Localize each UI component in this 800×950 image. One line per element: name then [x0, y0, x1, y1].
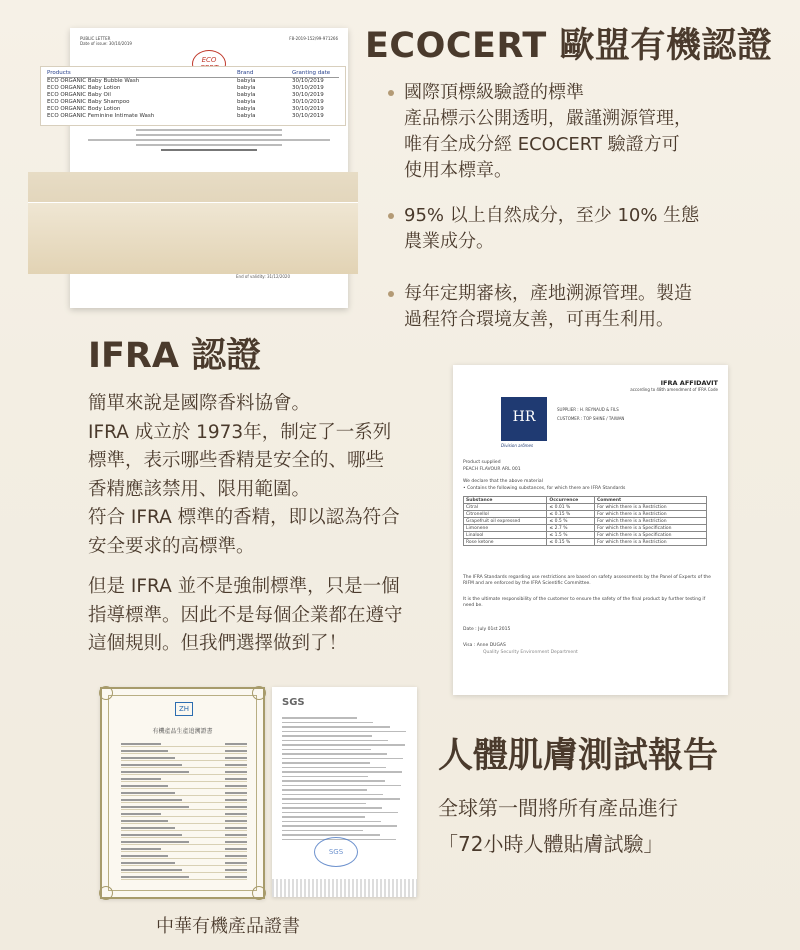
text-line: [282, 726, 390, 728]
header-products: Products: [47, 70, 71, 76]
table-cell: ≤ 0.15 %: [547, 511, 595, 518]
contains-text: • Contains the following substances, for which there are IFRA Standards: [463, 486, 626, 491]
text-line: [282, 789, 367, 791]
text-line: [121, 778, 161, 780]
ornament-corner: [99, 886, 113, 900]
ifra-affidavit-image: [453, 365, 728, 695]
bullet-dot: [388, 291, 394, 297]
sgs-test-report-image: [272, 687, 417, 897]
text-line: [121, 743, 161, 745]
supplier: SUPPLIER : H. REYNAUD & FILS: [557, 407, 619, 412]
product-name: PEACH FLAVOUR ARL 001: [463, 467, 521, 472]
table-cell: 30/10/2019: [292, 113, 324, 119]
table-row: [121, 810, 247, 817]
table-cell: Substance: [464, 497, 547, 504]
table-row: [121, 775, 247, 782]
table-cell: ECO ORGANIC Body Lotion: [47, 106, 121, 112]
text-line: [282, 816, 365, 818]
text-line: [136, 129, 281, 131]
text-line: [225, 778, 247, 780]
table-row: [121, 866, 247, 873]
table-row: [121, 859, 247, 866]
certificate-border: [108, 695, 257, 891]
affidavit-title: IFRA AFFIDAVIT: [660, 379, 718, 387]
certificate-caption: 中華有機產品證書: [156, 916, 300, 937]
table-cell: ECO ORGANIC Feminine Intimate Wash: [47, 113, 155, 119]
table-row: [464, 504, 707, 511]
header-date: Granting date: [292, 70, 331, 76]
table-cell: For which there is a Restriction: [595, 504, 707, 511]
visa: Visa : Anne DUGAS: [463, 643, 506, 648]
supplier-block: [557, 405, 624, 423]
text-line: [282, 785, 401, 787]
table-cell: babyla: [237, 78, 256, 84]
table-cell: Citronellol: [464, 511, 547, 518]
table-cell: 30/10/2019: [292, 99, 324, 105]
table-cell: Linalool: [464, 532, 547, 539]
text-line: [225, 827, 247, 829]
text-line: [225, 806, 247, 808]
table-header: [47, 70, 339, 78]
text-line: [121, 785, 168, 787]
table-row: [121, 782, 247, 789]
declare-text: We declare that the above material: [463, 479, 543, 484]
certificate-product-table: [40, 66, 346, 126]
header-brand: Brand: [237, 70, 254, 76]
substance-table: [463, 496, 707, 546]
skin-test-heading: 人體肌膚測試報告: [438, 736, 719, 776]
table-row: [121, 852, 247, 859]
product-supplied-label: Product supplied: [463, 460, 501, 465]
table-row: [47, 99, 339, 106]
bullet-line: 農業成分。: [404, 231, 494, 252]
table-row: [121, 803, 247, 810]
bullet-line: 產品標示公開透明，嚴謹溯源管理，: [404, 108, 692, 129]
paragraph-line: 安全要求的高標準。: [88, 535, 255, 557]
text-line: [282, 762, 370, 764]
table-cell: 30/10/2019: [292, 85, 324, 91]
certificate-ref: F8-2019-152/99-971266: [289, 36, 338, 41]
note-1: The IFRA Standards regarding use restrictions are based on safety assessments by the Panel of Experts of the RIFM and are enforced by the IFRA Scientific Committee.: [463, 575, 711, 586]
ornament-corner: [99, 686, 113, 700]
date: Date : July 01st 2015: [463, 627, 511, 632]
ecocert-logo: ECO: [192, 50, 226, 78]
table-cell: Limonene: [464, 525, 547, 532]
ifra-paragraph-1: [88, 390, 433, 561]
text-line: [225, 792, 247, 794]
bullet-line: 過程符合環境友善，可再生利用。: [404, 309, 674, 330]
text-line: [282, 821, 381, 823]
table-row: [121, 740, 247, 747]
table-row: [47, 92, 339, 99]
text-line: [121, 834, 182, 836]
paragraph-line: 這個規則。但我們選擇做到了！: [88, 633, 348, 654]
text-line: [88, 139, 330, 141]
text-line: [282, 807, 382, 809]
paragraph-line: IFRA 成立於 1973年，制定了一系列: [88, 421, 392, 443]
table-cell: 30/10/2019: [292, 78, 324, 84]
table-cell: For which there is a Specification: [595, 532, 707, 539]
paragraph-line: 但是 IFRA 並不是強制標準，只是一個: [88, 576, 400, 597]
certificate-meta: PUBLIC LETTER Date of issue: 30/10/2019: [80, 36, 132, 46]
table-row: [47, 85, 339, 92]
paragraph-line: 香精應該禁用、限用範圍。: [88, 478, 311, 500]
table-cell: ≤ 2.7 %: [547, 525, 595, 532]
ecocert-bullet-3: [404, 281, 774, 333]
table-row: [47, 113, 339, 120]
table-row: [464, 518, 707, 525]
paragraph-line: 簡單來說是國際香料協會。: [88, 393, 311, 414]
sgs-text-lines: [282, 717, 407, 843]
skin-line-1: 全球第一間將所有產品進行: [438, 796, 678, 820]
table-row: [464, 532, 707, 539]
table-cell: Rose ketone: [464, 539, 547, 546]
table-cell: ≤ 0.01 %: [547, 504, 595, 511]
table-row: [121, 754, 247, 761]
text-line: [121, 855, 168, 857]
paragraph-line: 指導標準。因此不是每個企業都在遵守: [88, 604, 403, 626]
text-line: [225, 848, 247, 850]
note-2: It is the ultimate responsibility of the customer to ensure the safety of the final product by further testing if need be.: [463, 597, 706, 608]
product-rows: [47, 78, 339, 120]
text-line: [282, 767, 386, 769]
table-row: [121, 747, 247, 754]
bullet-dot: [388, 90, 394, 96]
department: Quality Security Environment Department: [483, 650, 578, 655]
text-line: [225, 862, 247, 864]
text-line: [161, 149, 258, 151]
text-line: [282, 771, 402, 773]
text-line: [121, 792, 175, 794]
table-row: [121, 768, 247, 775]
text-line: [225, 771, 247, 773]
skin-test-text: [438, 790, 678, 862]
customer: CUSTOMER : TOP SHINE / TAIWAN: [557, 416, 625, 421]
bullet-line: 95% 以上自然成分，至少 10% 生態: [404, 205, 700, 226]
bullet-line: 每年定期審核，產地溯源管理。製造: [404, 283, 692, 304]
certificate-tray: [28, 162, 358, 312]
bullet-line: 國際頂標級驗證的標準: [404, 82, 584, 103]
table-row: [464, 539, 707, 546]
ornament-corner: [252, 686, 266, 700]
table-cell: ECO ORGANIC Baby Oil: [47, 92, 111, 98]
text-line: [121, 862, 175, 864]
bullet-line: 使用本標章。: [404, 160, 512, 181]
text-line: [121, 806, 189, 808]
text-line: [282, 825, 397, 827]
tray-front: [28, 202, 358, 274]
table-row: [464, 525, 707, 532]
text-line: [121, 848, 161, 850]
text-line: [121, 820, 168, 822]
text-line: [282, 798, 400, 800]
text-line: [282, 830, 363, 832]
table-row: [121, 824, 247, 831]
table-cell: Occurrence: [547, 497, 595, 504]
skin-line-2: 「72小時人體貼膚試驗」: [438, 832, 664, 856]
table-row: [121, 817, 247, 824]
text-line: [282, 749, 371, 751]
text-line: [282, 731, 406, 733]
text-line: [121, 750, 168, 752]
ecocert-heading: ECOCERT 歐盟有機認證: [365, 26, 773, 66]
text-line: [121, 799, 182, 801]
text-line: [136, 134, 281, 136]
ifra-heading: IFRA 認證: [88, 336, 262, 376]
text-line: [282, 735, 372, 737]
table-row: [464, 511, 707, 518]
text-line: [121, 841, 189, 843]
text-line: [225, 855, 247, 857]
table-cell: ECO ORGANIC Baby Lotion: [47, 85, 121, 91]
text-line: [225, 834, 247, 836]
text-line: [121, 869, 182, 871]
text-line: [282, 740, 388, 742]
table-row: [121, 796, 247, 803]
cn-rows: [121, 740, 247, 880]
text-line: [282, 753, 387, 755]
table-cell: babyla: [237, 85, 256, 91]
cn-title: 有機產品生產追溯證書: [152, 728, 213, 735]
table-cell: For which there is a Restriction: [595, 539, 707, 546]
text-line: [225, 743, 247, 745]
paragraph-line: 符合 IFRA 標準的香精，即以認為符合: [88, 507, 400, 528]
ornament-corner: [252, 886, 266, 900]
text-line: [282, 803, 366, 805]
table-cell: For which there is a Specification: [595, 525, 707, 532]
reynaud-logo: HR: [501, 397, 547, 441]
ifra-paragraph-2: [88, 573, 433, 659]
table-row: [47, 106, 339, 113]
text-line: [282, 794, 383, 796]
text-line: [121, 813, 161, 815]
text-line: [225, 820, 247, 822]
text-line: [225, 757, 247, 759]
table-cell: Comment: [595, 497, 707, 504]
table-cell: Grapefruit oil expressed: [464, 518, 547, 525]
table-row: [121, 831, 247, 838]
text-line: [225, 785, 247, 787]
text-line: [282, 758, 403, 760]
text-line: [282, 834, 380, 836]
table-cell: For which there is a Restriction: [595, 518, 707, 525]
table-cell: babyla: [237, 113, 256, 119]
text-line: [282, 722, 373, 724]
table-cell: ≤ 1.5 %: [547, 532, 595, 539]
table-cell: ≤ 0.5 %: [547, 518, 595, 525]
text-line: [282, 776, 368, 778]
text-line: [225, 841, 247, 843]
text-line: [121, 876, 189, 878]
table-cell: ECO ORGANIC Baby Bubble Wash: [47, 78, 140, 84]
text-line: [282, 717, 357, 719]
table-row: [121, 873, 247, 880]
text-line: [121, 757, 175, 759]
table-cell: Citral: [464, 504, 547, 511]
sgs-logo: SGS: [282, 697, 305, 708]
table-cell: babyla: [237, 106, 256, 112]
table-row: [121, 789, 247, 796]
affidavit-subtitle: according to 48th amendment of IFRA Code: [630, 387, 718, 392]
text-line: [282, 780, 385, 782]
text-line: [225, 876, 247, 878]
text-line: [121, 764, 182, 766]
text-line: [225, 764, 247, 766]
table-row: [47, 78, 339, 85]
paragraph-line: 標準，表示哪些香精是安全的、哪些: [88, 450, 385, 471]
sgs-footer-pattern: [272, 879, 417, 897]
table-cell: babyla: [237, 99, 256, 105]
text-line: [121, 827, 175, 829]
text-line: [136, 144, 281, 146]
text-line: [121, 771, 189, 773]
sgs-stamp: SGS: [314, 837, 358, 867]
table-cell: ECO ORGANIC Baby Shampoo: [47, 99, 130, 105]
ecocert-bullet-2: [404, 203, 774, 255]
text-line: [225, 799, 247, 801]
table-row: [121, 838, 247, 845]
logo-caption: Division arômes: [501, 443, 534, 448]
table-cell: 30/10/2019: [292, 106, 324, 112]
cn-logo: ZH: [175, 702, 193, 716]
text-line: [282, 812, 398, 814]
table-cell: For which there is a Restriction: [595, 511, 707, 518]
table-row: [121, 845, 247, 852]
table-cell: ≤ 0.15 %: [547, 539, 595, 546]
certificate-validity: End of validity: 31/12/2020: [236, 274, 291, 279]
text-line: [225, 869, 247, 871]
ecocert-certificate-image: [28, 10, 358, 310]
table-cell: babyla: [237, 92, 256, 98]
text-line: [282, 744, 405, 746]
table-cell: 30/10/2019: [292, 92, 324, 98]
bullet-dot: [388, 213, 394, 219]
bullet-line: 唯有全成分經 ECOCERT 驗證方可: [404, 134, 680, 155]
text-line: [225, 813, 247, 815]
text-line: [225, 750, 247, 752]
china-organic-certificate-image: [100, 687, 265, 899]
table-row: [464, 497, 707, 504]
table-row: [121, 761, 247, 768]
ecocert-bullet-1: [404, 80, 774, 184]
